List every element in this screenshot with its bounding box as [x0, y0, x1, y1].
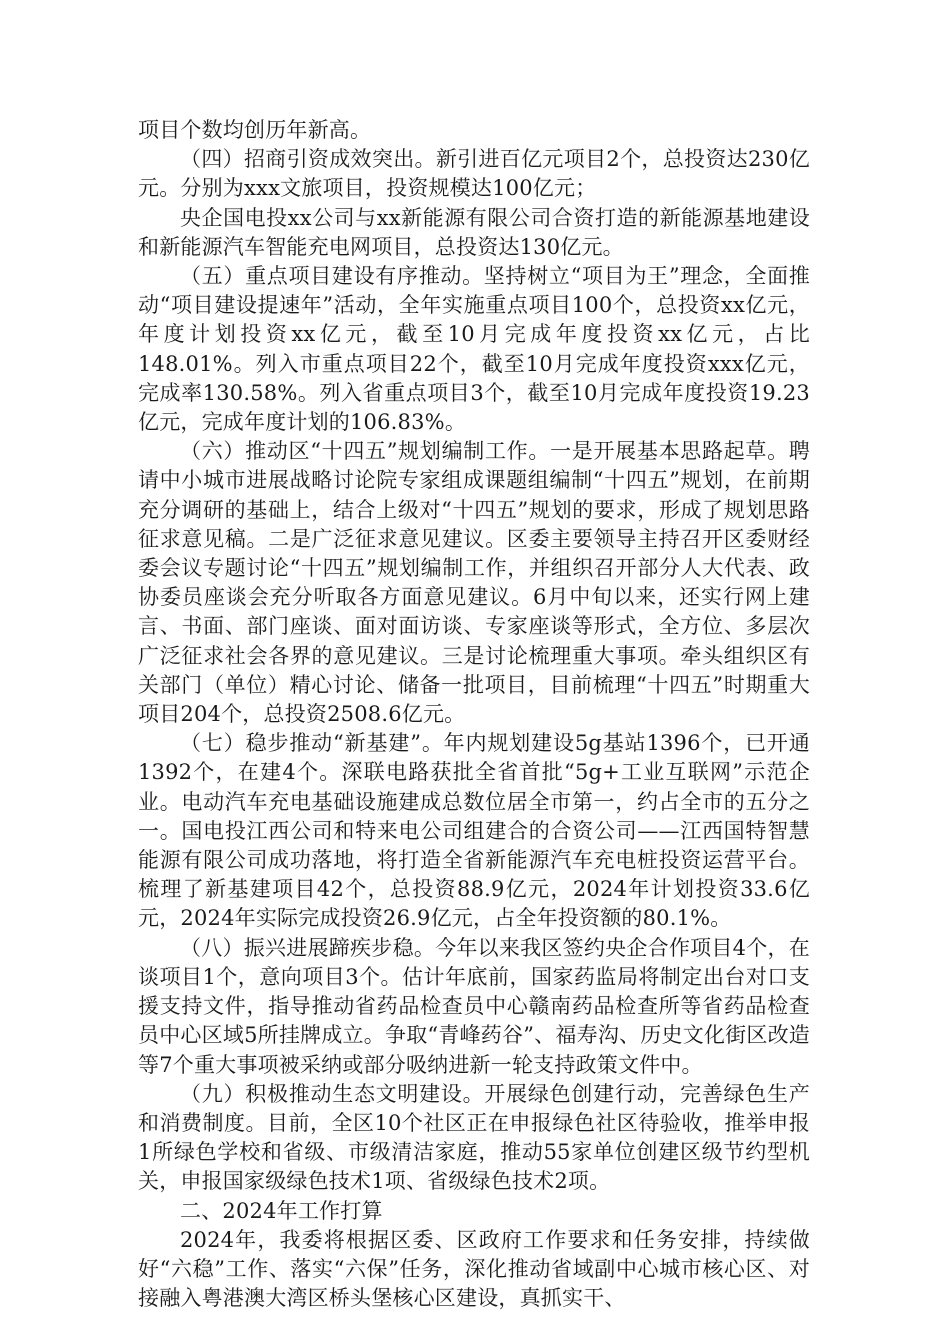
paragraph-2024-plan-intro: 2024年，我委将根据区委、区政府工作要求和任务安排，持续做好“六稳”工作、落实“六保”任务，深化推动省域副中心城市核心区、对接融入粤港澳大湾区桥头堡核心区建设，真抓实干、: [138, 1227, 810, 1311]
paragraph-new-energy-project: 央企国电投xx公司与xx新能源有限公司合资打造的新能源基地建设和新能源汽车智能充电网项目，总投资达130亿元。: [138, 205, 810, 259]
paragraph-ecological-civilization: （九）积极推动生态文明建设。开展绿色创建行动，完善绿色生产和消费制度。目前，全区10个社区正在申报绿色社区待验收，推举申报1所绿色学校和省级、市级清洁家庭，推动55家单位创建区级节约型机关，申报国家级绿色技术1项、省级绿色技术2项。: [138, 1081, 810, 1194]
paragraph-14th-five-year-plan: （六）推动区“十四五”规划编制工作。一是开展基本思路起草。聘请中小城市进展战略讨论院专家组成课题组编制“十四五”规划，在前期充分调研的基础上，结合上级对“十四五”规划的要求，形成了规划思路征求意见稿。二是广泛征求意见建议。区委主要领导主持召开区委财经委会议专题讨论“十四五”规划编制工作，并组织召开部分人大代表、政协委员座谈会充分听取各方面意见建议。6月中旬以来，还实行网上建言、书面、部门座谈、面对面访谈、专家座谈等形式，全方位、多层次广泛征求社会各界的意见建议。三是讨论梳理重大事项。牵头组织区有关部门（单位）精心讨论、储备一批项目，目前梳理“十四五”时期重大项目204个，总投资2508.6亿元。: [138, 439, 810, 727]
paragraph-revitalization: （八）振兴进展蹄疾步稳。今年以来我区签约央企合作项目4个，在谈项目1个，意向项目3个。估计年底前，国家药监局将制定出台对口支援支持文件，指导推动省药品检查员中心赣南药品检查所等省药品检查员中心区域5所挂牌成立。争取“青峰药谷”、福寿沟、历史文化街区改造等7个重大事项被采纳或部分吸纳进新一轮支持政策文件中。: [138, 935, 810, 1077]
section-heading-2024-plan: 二、2024年工作打算: [180, 1198, 383, 1223]
paragraph-investment-attraction: （四）招商引资成效突出。新引进百亿元项目2个，总投资达230亿元。分别为xxx文旅项目，投资规模达100亿元；: [138, 147, 810, 201]
paragraph-continuation: 项目个数均创历年新高。: [138, 118, 372, 142]
document-page: [138, 116, 810, 1313]
paragraph-key-projects: （五）重点项目建设有序推动。坚持树立“项目为王”理念，全面推动“项目建设提速年”活动，全年实施重点项目100个，总投资xx亿元，年度计划投资xx亿元，截至10月完成年度投资xx亿元，占比148.01%。列入市重点项目22个，截至10月完成年度投资xxx亿元，完成率130.58%。列入省重点项目3个，截至10月完成年度投资19.23亿元，完成年度计划的106.83%。: [138, 264, 810, 435]
paragraph-new-infrastructure: （七）稳步推动“新基建”。年内规划建设5g基站1396个，已开通1392个，在建4个。深联电路获批全省首批“5g+工业互联网”示范企业。电动汽车充电基础设施建成总数位居全市第一，约占全市的五分之一。国电投江西公司和特来电公司组建合的合资公司——江西国特智慧能源有限公司成功落地，将打造全省新能源汽车充电桩投资运营平台。梳理了新基建项目42个，总投资88.9亿元，2024年计划投资33.6亿元，2024年实际完成投资26.9亿元，占全年投资额的80.1%。: [138, 731, 810, 931]
